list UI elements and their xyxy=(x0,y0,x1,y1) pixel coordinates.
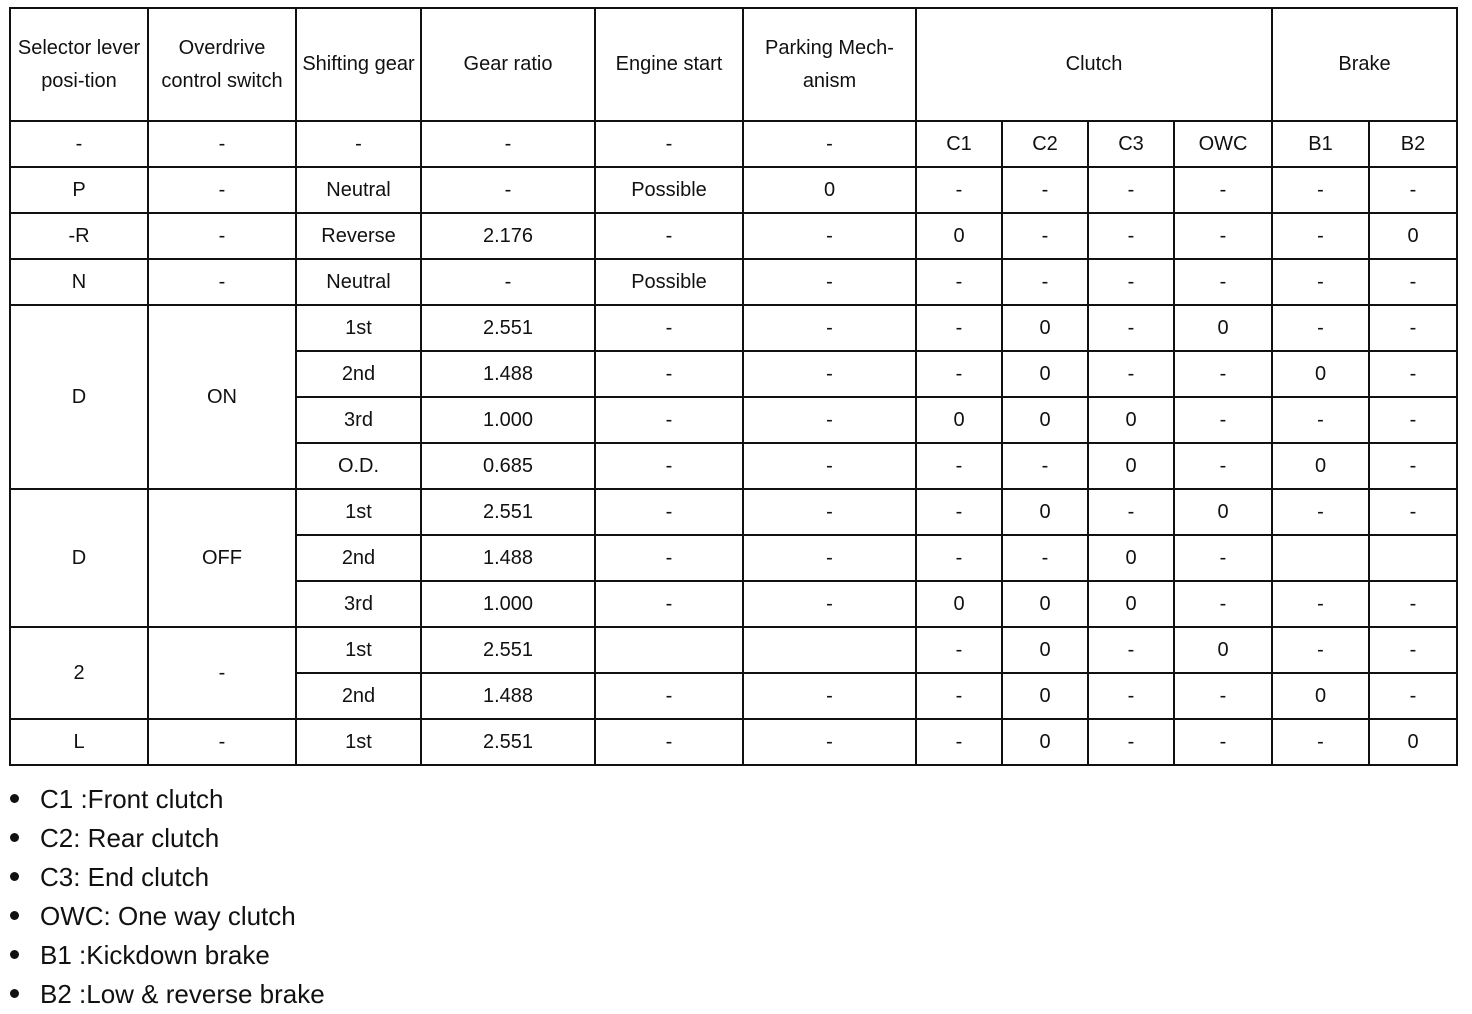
table-row xyxy=(10,627,1457,673)
b2-cell: - xyxy=(1369,673,1457,719)
owc-cell: - xyxy=(1174,259,1272,305)
parking-cell: - xyxy=(743,489,916,535)
owc-cell: - xyxy=(1174,213,1272,259)
c1-cell: 0 xyxy=(916,397,1002,443)
b1-cell: - xyxy=(1272,305,1369,351)
b2-cell xyxy=(1369,535,1457,581)
shifting-gear-cell: 1st xyxy=(296,719,421,765)
overdrive-switch-cell: OFF xyxy=(148,489,296,627)
owc-cell: 0 xyxy=(1174,305,1272,351)
b1-cell: 0 xyxy=(1272,443,1369,489)
table-row xyxy=(10,167,1457,213)
b1-cell: - xyxy=(1272,213,1369,259)
header-parking-mechanism: Parking Mech-anism xyxy=(743,8,916,121)
legend-note-text: B2 :Low & reverse brake xyxy=(40,979,325,1009)
b1-cell: 0 xyxy=(1272,351,1369,397)
b2-cell: - xyxy=(1369,351,1457,397)
overdrive-switch-cell: ON xyxy=(148,305,296,489)
owc-cell: - xyxy=(1174,351,1272,397)
gear-ratio-cell: - xyxy=(421,259,595,305)
table-row xyxy=(10,305,1457,351)
b2-cell: - xyxy=(1369,627,1457,673)
gear-ratio-cell: - xyxy=(421,167,595,213)
c1-cell: - xyxy=(916,673,1002,719)
subheader-engine-start: - xyxy=(595,121,743,167)
owc-cell: 0 xyxy=(1174,627,1272,673)
selector-position-cell: -R xyxy=(10,213,148,259)
legend-notes xyxy=(10,780,325,1014)
legend-note-item xyxy=(10,897,325,936)
bullet-icon xyxy=(10,794,19,803)
owc-cell: - xyxy=(1174,443,1272,489)
parking-cell: - xyxy=(743,351,916,397)
bullet-icon xyxy=(10,833,19,842)
c3-cell: 0 xyxy=(1088,397,1174,443)
gear-ratio-cell: 2.551 xyxy=(421,489,595,535)
header-shifting-gear: Shifting gear xyxy=(296,8,421,121)
c2-cell: - xyxy=(1002,167,1088,213)
c1-cell: - xyxy=(916,627,1002,673)
gear-ratio-cell: 1.000 xyxy=(421,581,595,627)
header-clutch: Clutch xyxy=(916,8,1272,121)
overdrive-switch-cell: - xyxy=(148,167,296,213)
engine-start-cell: - xyxy=(595,581,743,627)
table-row xyxy=(10,259,1457,305)
c2-cell: 0 xyxy=(1002,581,1088,627)
engine-start-cell: - xyxy=(595,397,743,443)
b1-cell: 0 xyxy=(1272,673,1369,719)
b2-cell: - xyxy=(1369,581,1457,627)
c3-cell: - xyxy=(1088,259,1174,305)
subheader-c1: C1 xyxy=(916,121,1002,167)
c2-cell: 0 xyxy=(1002,673,1088,719)
selector-position-cell: P xyxy=(10,167,148,213)
owc-cell: - xyxy=(1174,535,1272,581)
engine-start-cell: - xyxy=(595,305,743,351)
c3-cell: - xyxy=(1088,351,1174,397)
c1-cell: - xyxy=(916,351,1002,397)
c3-cell: - xyxy=(1088,719,1174,765)
table-row xyxy=(10,489,1457,535)
parking-cell: - xyxy=(743,259,916,305)
table-row xyxy=(10,213,1457,259)
engine-start-cell: - xyxy=(595,489,743,535)
header-engine-start: Engine start xyxy=(595,8,743,121)
engine-start-cell xyxy=(595,627,743,673)
overdrive-switch-cell: - xyxy=(148,259,296,305)
c1-cell: - xyxy=(916,167,1002,213)
b1-cell: - xyxy=(1272,581,1369,627)
legend-note-text: C1 :Front clutch xyxy=(40,784,224,814)
engine-start-cell: - xyxy=(595,535,743,581)
bullet-icon xyxy=(10,989,19,998)
b2-cell: - xyxy=(1369,259,1457,305)
c1-cell: 0 xyxy=(916,213,1002,259)
header-selector-lever-position: Selector lever posi-tion xyxy=(10,8,148,121)
engine-start-cell: - xyxy=(595,443,743,489)
engine-start-cell: Possible xyxy=(595,259,743,305)
subheader-overdrive: - xyxy=(148,121,296,167)
owc-cell: - xyxy=(1174,719,1272,765)
shifting-gear-cell: O.D. xyxy=(296,443,421,489)
c2-cell: - xyxy=(1002,535,1088,581)
c1-cell: - xyxy=(916,259,1002,305)
overdrive-switch-cell: - xyxy=(148,213,296,259)
selector-position-cell: N xyxy=(10,259,148,305)
c2-cell: 0 xyxy=(1002,489,1088,535)
shifting-gear-cell: 1st xyxy=(296,627,421,673)
parking-cell: - xyxy=(743,535,916,581)
header-brake: Brake xyxy=(1272,8,1457,121)
shifting-gear-cell: 2nd xyxy=(296,351,421,397)
selector-position-cell: D xyxy=(10,489,148,627)
overdrive-switch-cell: - xyxy=(148,719,296,765)
subheader-selector: - xyxy=(10,121,148,167)
c1-cell: - xyxy=(916,719,1002,765)
gear-shift-table xyxy=(9,7,1458,766)
parking-cell xyxy=(743,627,916,673)
header-row xyxy=(10,8,1457,121)
c1-cell: - xyxy=(916,305,1002,351)
subheader-c2: C2 xyxy=(1002,121,1088,167)
legend-note-text: B1 :Kickdown brake xyxy=(40,940,270,970)
overdrive-switch-cell: - xyxy=(148,627,296,719)
b2-cell: - xyxy=(1369,489,1457,535)
b1-cell: - xyxy=(1272,627,1369,673)
c3-cell: - xyxy=(1088,167,1174,213)
engine-start-cell: Possible xyxy=(595,167,743,213)
c3-cell: - xyxy=(1088,627,1174,673)
shifting-gear-cell: 2nd xyxy=(296,535,421,581)
subheader-parking: - xyxy=(743,121,916,167)
parking-cell: - xyxy=(743,581,916,627)
c1-cell: 0 xyxy=(916,581,1002,627)
c1-cell: - xyxy=(916,489,1002,535)
legend-note-item xyxy=(10,780,325,819)
owc-cell: - xyxy=(1174,581,1272,627)
selector-position-cell: D xyxy=(10,305,148,489)
c1-cell: - xyxy=(916,535,1002,581)
parking-cell: - xyxy=(743,397,916,443)
gear-ratio-cell: 2.551 xyxy=(421,719,595,765)
subheader-b1: B1 xyxy=(1272,121,1369,167)
c2-cell: 0 xyxy=(1002,627,1088,673)
c3-cell: 0 xyxy=(1088,581,1174,627)
engine-start-cell: - xyxy=(595,213,743,259)
legend-note-item xyxy=(10,936,325,975)
shifting-gear-cell: 2nd xyxy=(296,673,421,719)
b2-cell: 0 xyxy=(1369,213,1457,259)
owc-cell: 0 xyxy=(1174,489,1272,535)
c2-cell: - xyxy=(1002,259,1088,305)
shifting-gear-cell: Neutral xyxy=(296,167,421,213)
legend-note-item xyxy=(10,819,325,858)
header-gear-ratio: Gear ratio xyxy=(421,8,595,121)
b2-cell: - xyxy=(1369,305,1457,351)
shifting-gear-cell: 3rd xyxy=(296,397,421,443)
c2-cell: 0 xyxy=(1002,351,1088,397)
shifting-gear-cell: 3rd xyxy=(296,581,421,627)
engine-start-cell: - xyxy=(595,719,743,765)
gear-ratio-cell: 1.488 xyxy=(421,673,595,719)
subheader-gear-ratio: - xyxy=(421,121,595,167)
b2-cell: - xyxy=(1369,397,1457,443)
b1-cell xyxy=(1272,535,1369,581)
c3-cell: - xyxy=(1088,489,1174,535)
shifting-gear-cell: 1st xyxy=(296,489,421,535)
bullet-icon xyxy=(10,872,19,881)
b1-cell: - xyxy=(1272,489,1369,535)
subheader-b2: B2 xyxy=(1369,121,1457,167)
b1-cell: - xyxy=(1272,719,1369,765)
subheader-owc: OWC xyxy=(1174,121,1272,167)
c2-cell: - xyxy=(1002,213,1088,259)
c3-cell: 0 xyxy=(1088,535,1174,581)
shifting-gear-cell: Neutral xyxy=(296,259,421,305)
c1-cell: - xyxy=(916,443,1002,489)
legend-note-text: OWC: One way clutch xyxy=(40,901,296,931)
b2-cell: - xyxy=(1369,167,1457,213)
bullet-icon xyxy=(10,950,19,959)
shifting-gear-cell: Reverse xyxy=(296,213,421,259)
parking-cell: - xyxy=(743,719,916,765)
b1-cell: - xyxy=(1272,397,1369,443)
parking-cell: - xyxy=(743,443,916,489)
parking-cell: - xyxy=(743,673,916,719)
parking-cell: 0 xyxy=(743,167,916,213)
owc-cell: - xyxy=(1174,397,1272,443)
gear-ratio-cell: 2.176 xyxy=(421,213,595,259)
engine-start-cell: - xyxy=(595,673,743,719)
engine-start-cell: - xyxy=(595,351,743,397)
header-overdrive-control-switch: Overdrive control switch xyxy=(148,8,296,121)
b1-cell: - xyxy=(1272,259,1369,305)
gear-ratio-cell: 1.488 xyxy=(421,351,595,397)
gear-ratio-cell: 2.551 xyxy=(421,627,595,673)
selector-position-cell: 2 xyxy=(10,627,148,719)
shifting-gear-cell: 1st xyxy=(296,305,421,351)
legend-note-item xyxy=(10,858,325,897)
owc-cell: - xyxy=(1174,167,1272,213)
gear-ratio-cell: 1.000 xyxy=(421,397,595,443)
c2-cell: 0 xyxy=(1002,397,1088,443)
legend-note-text: C2: Rear clutch xyxy=(40,823,220,853)
parking-cell: - xyxy=(743,213,916,259)
c2-cell: 0 xyxy=(1002,719,1088,765)
subheader-row xyxy=(10,121,1457,167)
table-body xyxy=(10,167,1457,765)
gear-ratio-cell: 2.551 xyxy=(421,305,595,351)
legend-note-text: C3: End clutch xyxy=(40,862,210,892)
c3-cell: - xyxy=(1088,673,1174,719)
subheader-shifting: - xyxy=(296,121,421,167)
c3-cell: - xyxy=(1088,305,1174,351)
subheader-c3: C3 xyxy=(1088,121,1174,167)
b1-cell: - xyxy=(1272,167,1369,213)
table-row xyxy=(10,719,1457,765)
gear-ratio-cell: 1.488 xyxy=(421,535,595,581)
c2-cell: - xyxy=(1002,443,1088,489)
bullet-icon xyxy=(10,911,19,920)
c3-cell: - xyxy=(1088,213,1174,259)
c3-cell: 0 xyxy=(1088,443,1174,489)
gear-ratio-cell: 0.685 xyxy=(421,443,595,489)
selector-position-cell: L xyxy=(10,719,148,765)
owc-cell: - xyxy=(1174,673,1272,719)
c2-cell: 0 xyxy=(1002,305,1088,351)
b2-cell: - xyxy=(1369,443,1457,489)
parking-cell: - xyxy=(743,305,916,351)
b2-cell: 0 xyxy=(1369,719,1457,765)
legend-note-item xyxy=(10,975,325,1014)
